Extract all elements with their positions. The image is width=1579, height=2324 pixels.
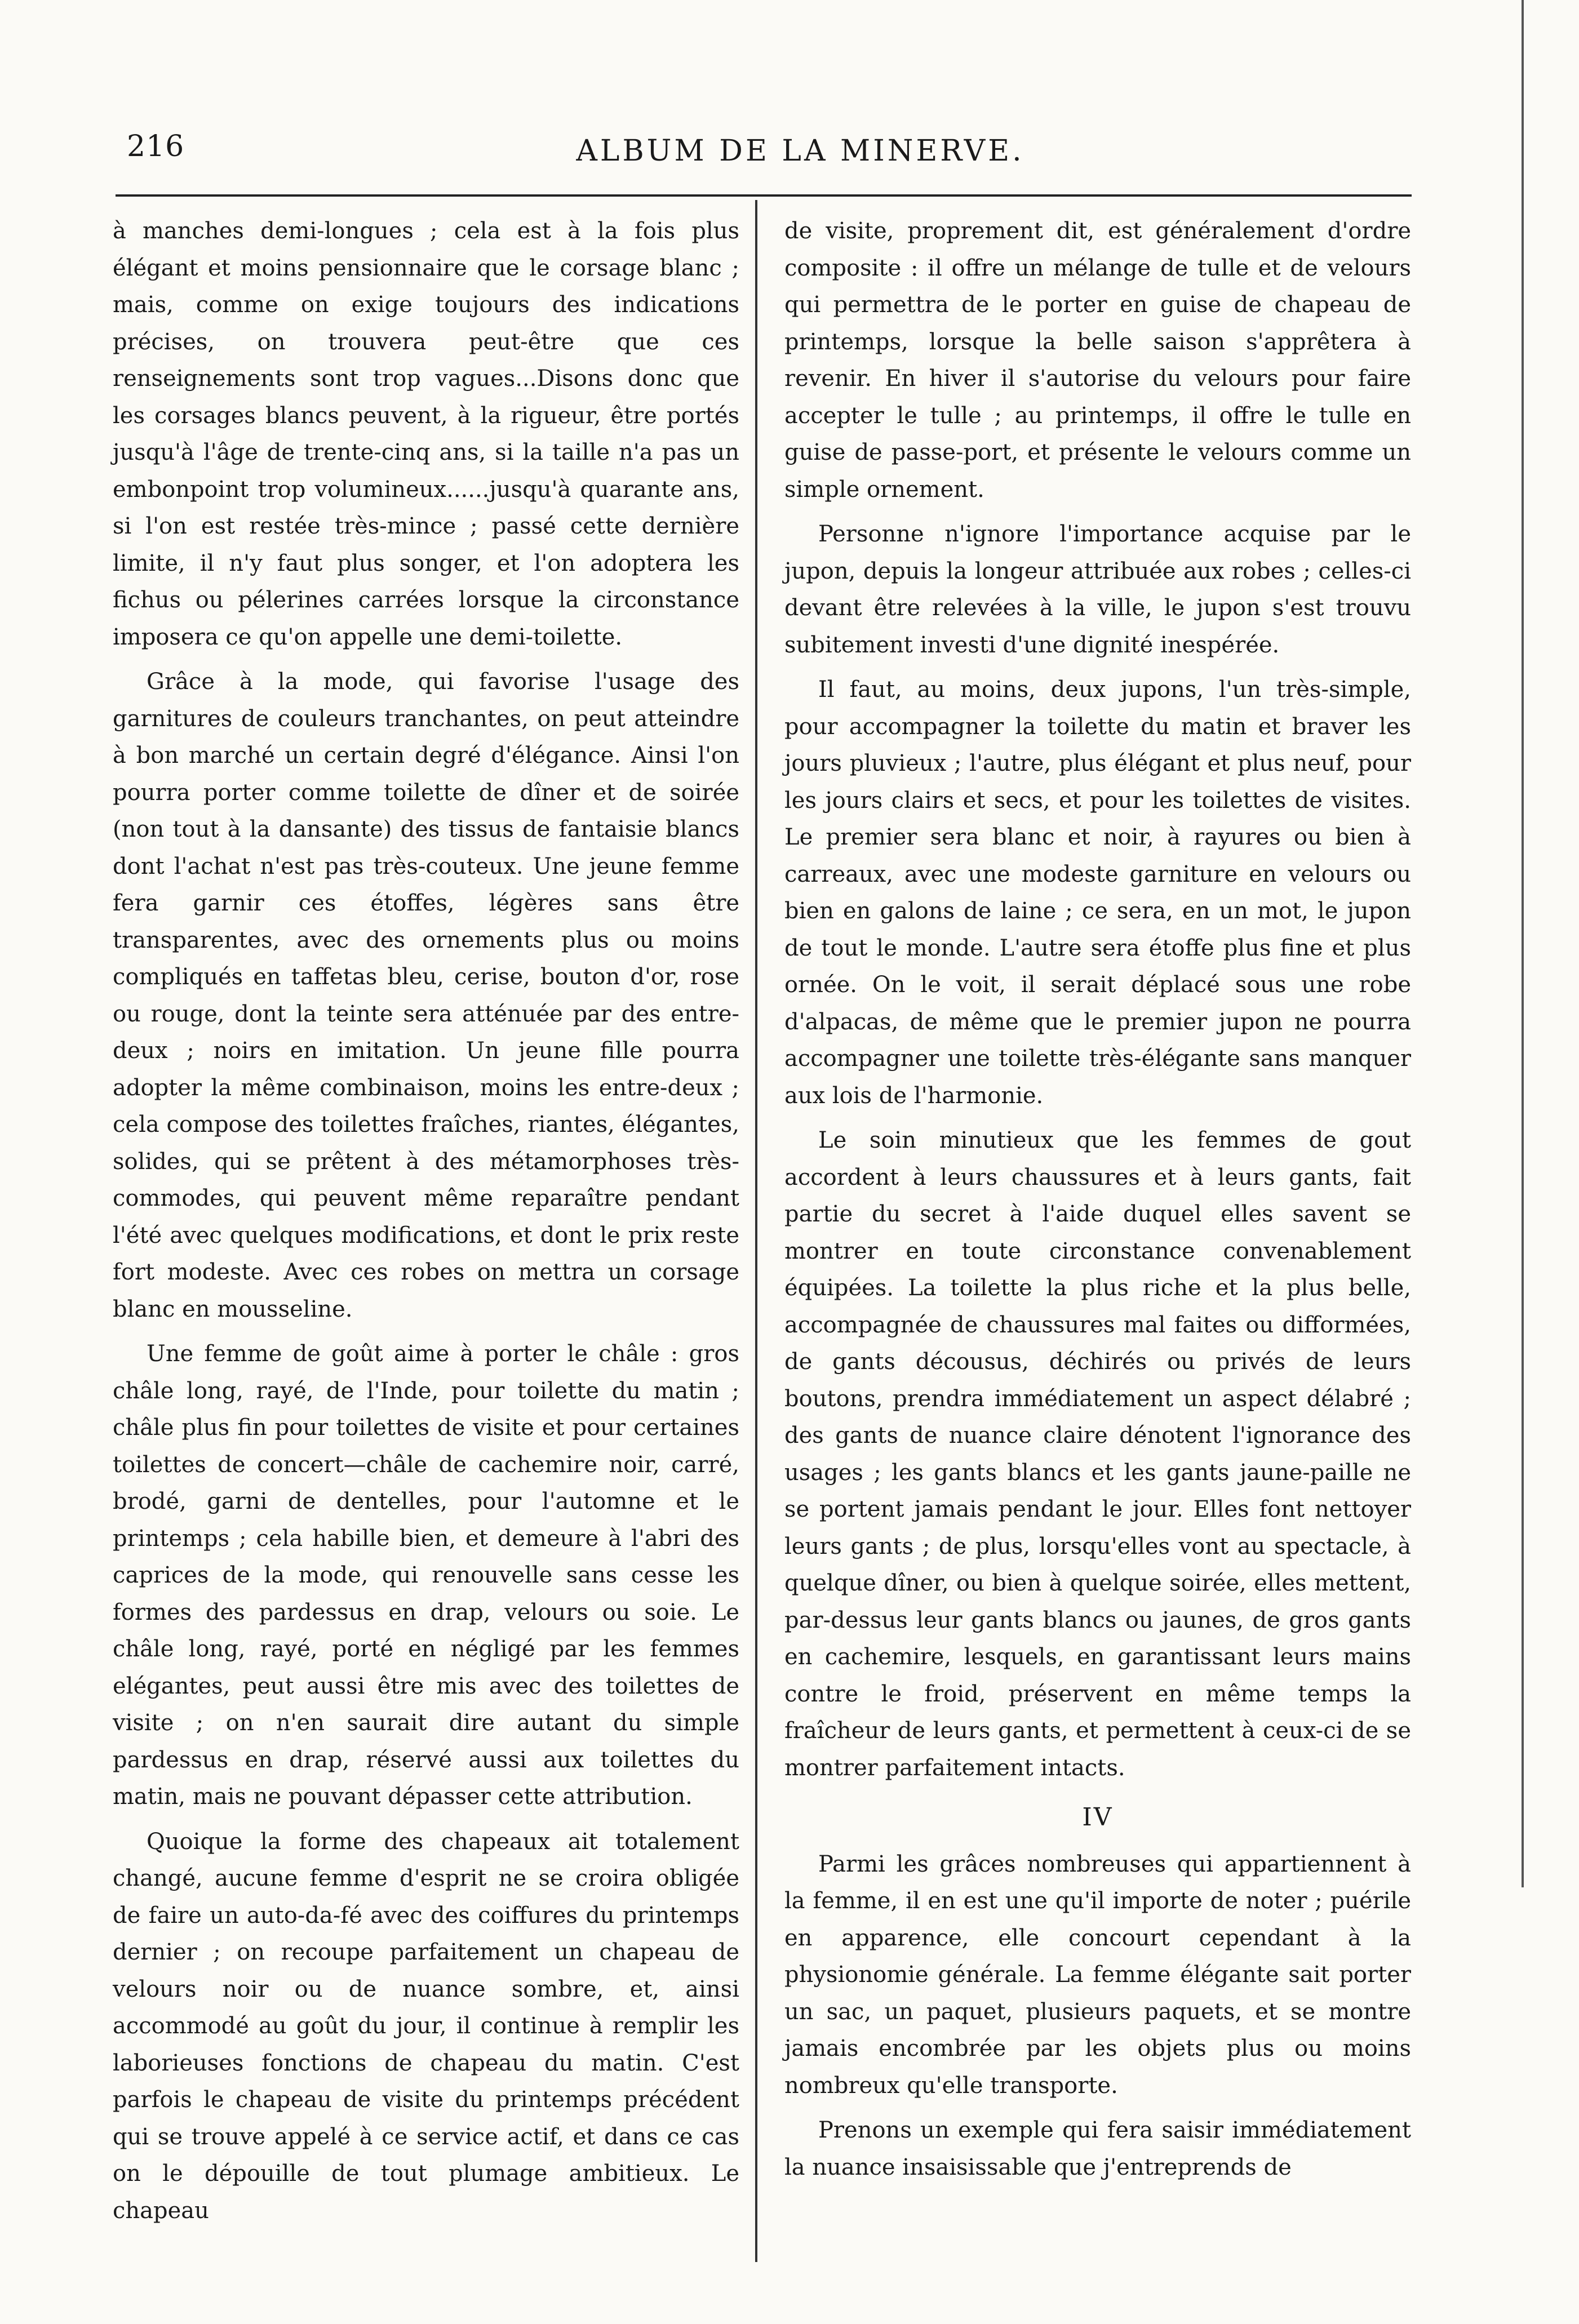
paragraph: de visite, proprement dit, est généralement d'ordre composite : il offre un mélange de tulle et de velours qui permettra de le porter en guise de chapeau de printemps, lorsque la belle saison s'apprêtera à revenir. En hiver il s'autorise du velours pour faire accepter le tulle ; au printemps, il offre le tulle en guise de passe-port, et présente le velours comme un simple ornement. (784, 218, 1411, 503)
running-title: ALBUM DE LA MINERVE. (576, 134, 1024, 168)
paragraph: Parmi les grâces nombreuses qui appartiennent à la femme, il en est une qu'il importe de noter ; puérile en apparence, elle concourt cependant à la physionomie générale. La femme élégante sait porter un sac, un paquet, plusieurs paquets, et se montre jamais encombrée par les objets plus ou moins nombreux qu'elle transporte. (784, 1851, 1411, 2099)
section-heading: IV (1082, 1803, 1114, 1832)
header-rule (116, 194, 1412, 197)
paragraph: Grâce à la mode, qui favorise l'usage des garnitures de couleurs tranchantes, on peut atteindre à bon marché un certain degré d'élégance. Ainsi l'on pourra porter comme toilette de dîner et de soirée (non tout à la dansante) des tissus de fantaisie blancs dont l'achat n'est pas très-couteux. Une jeune femme fera garnir ces étoffes, légères sans être transparentes, avec des ornements plus ou moins compliqués en taffetas bleu, cerise, bouton d'or, rose ou rouge, dont la teinte sera atténuée par des entre-deux ; noirs en imitation. Un jeune fille pourra adopter la même combinaison, moins les entre-deux ; cela compose des toilettes fraîches, riantes, élégantes, solides, qui se prêtent à des métamorphoses très-commodes, qui peuvent même reparaître pendant l'été avec quelques modifications, et dont le prix reste fort modeste. Avec ces robes on mettra un corsage blanc en mousseline. (113, 669, 739, 1322)
page-number: 216 (127, 130, 185, 163)
paragraph: à manches demi-longues ; cela est à la fois plus élégant et moins pensionnaire que le corsage blanc ; mais, comme on exige toujours des indications précises, on trouvera peut-être que ces renseignements sont trop vagues...Disons donc que les corsages blancs peuvent, à la rigueur, être portés jusqu'à l'âge de trente-cinq ans, si la taille n'a pas un embonpoint trop volumineux......jusqu'à quarante ans, si l'on est restée très-mince ; passé cette dernière limite, il n'y faut plus songer, et l'on adoptera les fichus ou pélerines carrées lorsque la circonstance imposera ce qu'on appelle une demi-toilette. (113, 218, 739, 650)
paragraph: Il faut, au moins, deux jupons, l'un très-simple, pour accompagner la toilette du matin et braver les jours pluvieux ; l'autre, plus élégant et plus neuf, pour les jours clairs et secs, et pour les toilettes de visites. Le premier sera blanc et noir, à rayures ou bien à carreaux, avec une modeste garniture en velours ou bien en galons de laine ; ce sera, en un mot, le jupon de tout le monde. L'autre sera étoffe plus fine et plus ornée. On le voit, il serait déplacé sous une robe d'alpacas, de même que le premier jupon ne pourra accompagner une toilette très-élégante sans manquer aux lois de l'harmonie. (784, 677, 1411, 1109)
paragraph: Prenons un exemple qui fera saisir immédiatement la nuance insaisissable que j'entreprends de (784, 2117, 1411, 2180)
margin-rule (1522, 0, 1524, 1887)
paragraph: Quoique la forme des chapeaux ait totalement changé, aucune femme d'esprit ne se croira obligée de faire un auto-da-fé avec des coiffures du printemps dernier ; on recoupe parfaitement un chapeau de velours noir ou de nuance sombre, et, ainsi accommodé au goût du jour, il continue à remplir les laborieuses fonctions de chapeau du matin. C'est parfois le chapeau de visite du printemps précédent qui se trouve appelé à ce service actif, et dans ce cas on le dépouille de tout plumage ambitieux. Le chapeau (113, 1828, 739, 2224)
paragraph: Personne n'ignore l'importance acquise par le jupon, depuis la longeur attribuée aux robes ; celles-ci devant être relevées à la ville, le jupon s'est trouvu subitement investi d'une dignité inespérée. (784, 521, 1411, 658)
left-column (113, 213, 739, 2229)
column-divider (755, 200, 757, 2262)
paragraph: Une femme de goût aime à porter le châle : gros châle long, rayé, de l'Inde, pour toilette du matin ; châle plus fin pour toilettes de visite et pour certaines toilettes de concert—châle de cachemire noir, carré, brodé, garni de dentelles, pour l'automne et le printemps ; cela habille bien, et demeure à l'abri des caprices de la mode, qui renouvelle sans cesse les formes des pardessus en drap, velours ou soie. Le châle long, rayé, porté en négligé par les femmes elégantes, peut aussi être mis avec des toilettes de visite ; on n'en saurait dire autant du simple pardessus en drap, réservé aussi aux toilettes du matin, mais ne pouvant dépasser cette attribution. (113, 1341, 739, 1810)
paragraph: Le soin minutieux que les femmes de gout accordent à leurs chaussures et à leurs gants, fait partie du secret à l'aide duquel elles savent se montrer en toute circonstance convenablement équipées. La toilette la plus riche et la plus belle, accompagnée de chaussures mal faites ou difformées, de gants décousus, déchirés ou privés de leurs boutons, prendra immédiatement un aspect délabré ; des gants de nuance claire dénotent l'ignorance des usages ; les gants blancs et les gants jaune-paille ne se portent jamais pendant le jour. Elles font nettoyer leurs gants ; de plus, lorsqu'elles vont au spectacle, à quelque dîner, ou bien à quelque soirée, elles mettent, par-dessus leur gants blancs ou jaunes, de gros gants en cachemire, lesquels, en garantissant leurs mains contre le froid, préservent en même temps la fraîcheur de leurs gants, et permettent à ceux-ci de se montrer parfaitement intacts. (784, 1127, 1411, 1781)
right-column (784, 213, 1411, 2186)
